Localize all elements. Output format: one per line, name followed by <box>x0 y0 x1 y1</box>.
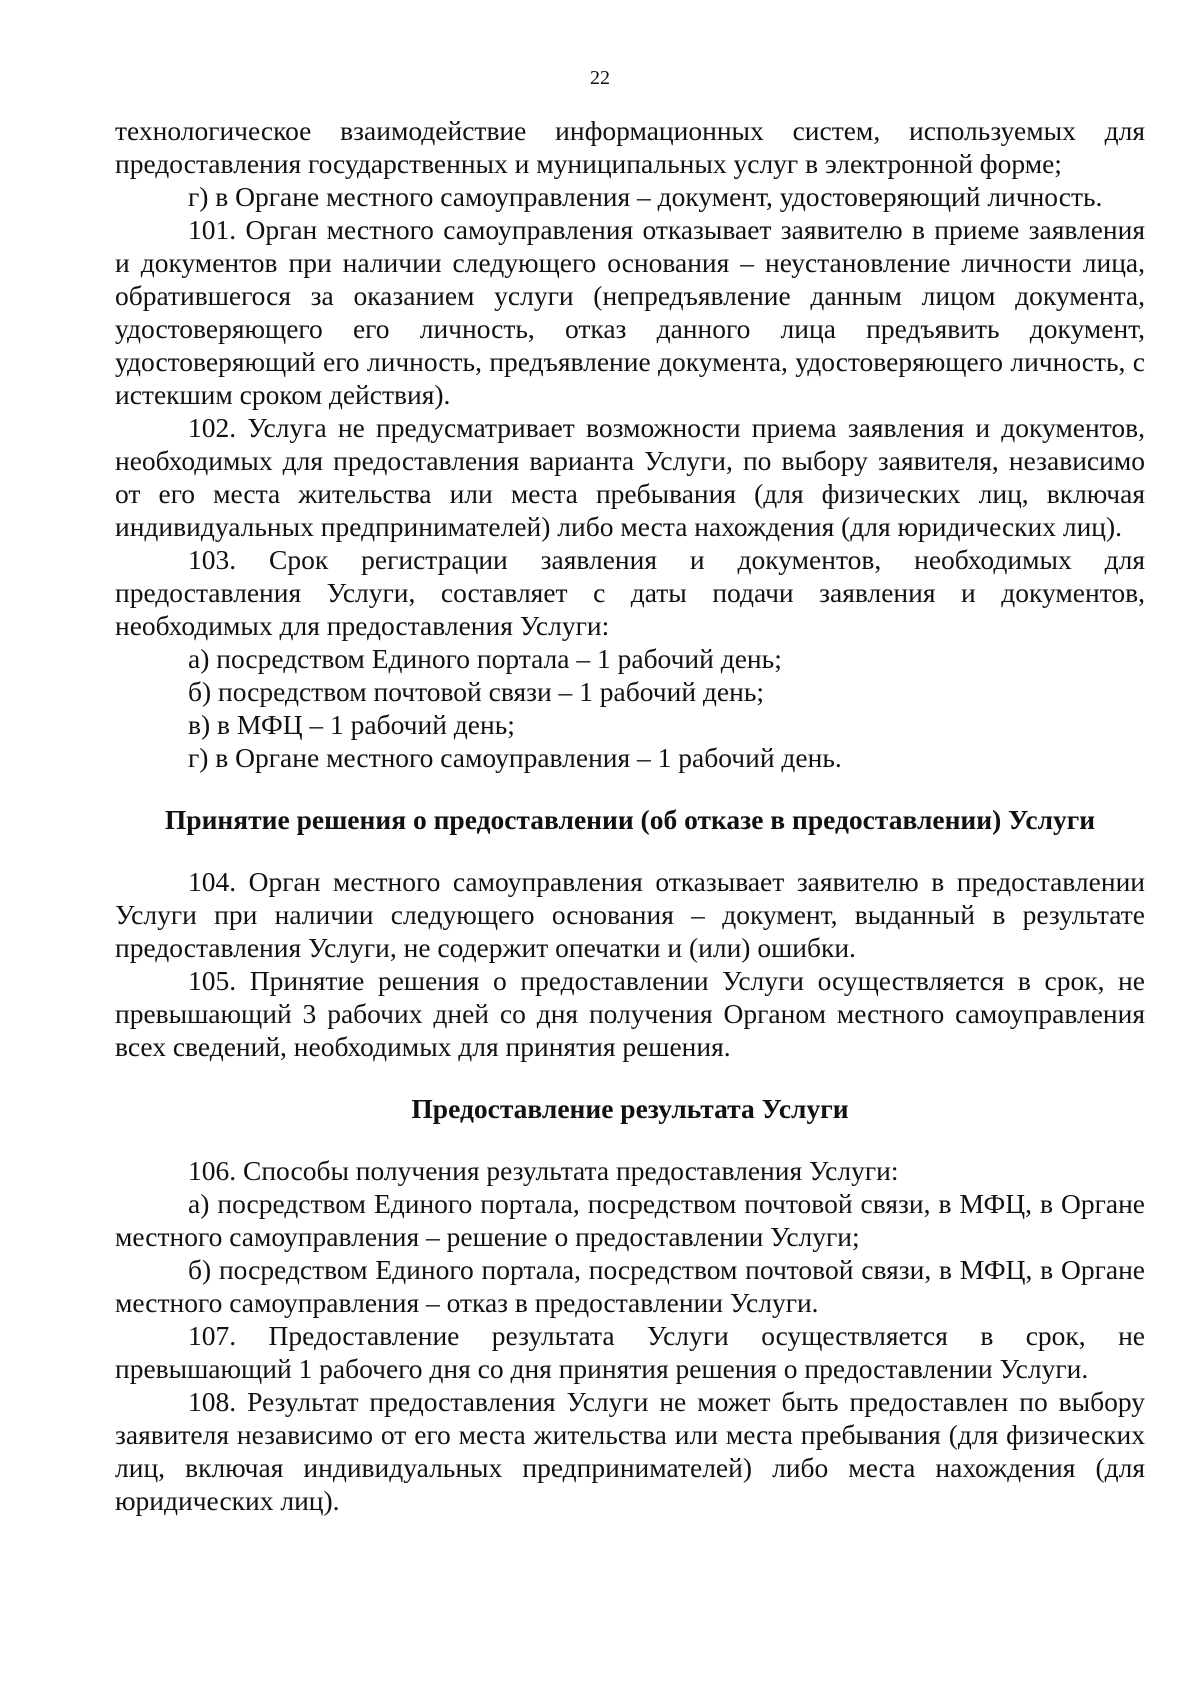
paragraph: 102. Услуга не предусматривает возможности приема заявления и документов, необходимых для предоставления варианта Услуги, по выбору заявителя, независимо от его места жительства или места пребывания (для физических лиц, включая индивидуальных предпринимателей) либо места нахождения (для юридических лиц). <box>115 412 1145 542</box>
paragraph: 108. Результат предоставления Услуги не может быть предоставлен по выбору заявителя независимо от его места жительства или места пребывания (для физических лиц, включая индивидуальных предпринимателей) либо места нахождения (для юридических лиц). <box>115 1386 1145 1516</box>
section-decision <box>115 865 1145 1063</box>
page-number: 22 <box>590 67 610 89</box>
paragraph: а) посредством Единого портала – 1 рабочий день; <box>188 643 782 674</box>
paragraph: г) в Органе местного самоуправления – документ, удостоверяющий личность. <box>188 181 1103 212</box>
section-result <box>115 1154 1145 1517</box>
paragraph: в) в МФЦ – 1 рабочий день; <box>188 709 515 740</box>
paragraph: технологическое взаимодействие информационных систем, используемых для предоставления государственных и муниципальных услуг в электронной форме; <box>115 115 1145 179</box>
paragraph: 107. Предоставление результата Услуги осуществляется в срок, не превышающий 1 рабочего дня со дня принятия решения о предоставлении Услуги. <box>115 1320 1145 1384</box>
paragraph: 106. Способы получения результата предоставления Услуги: <box>188 1155 899 1186</box>
section-intro <box>115 114 1145 774</box>
paragraph: а) посредством Единого портала, посредством почтовой связи, в МФЦ, в Органе местного самоуправления – решение о предоставлении Услуги; <box>115 1188 1145 1252</box>
paragraph: б) посредством почтовой связи – 1 рабочий день; <box>188 676 765 707</box>
section-heading-decision: Принятие решения о предоставлении (об отказе в предоставлении) Услуги <box>164 804 1096 835</box>
paragraph: 103. Срок регистрации заявления и документов, необходимых для предоставления Услуги, составляет с даты подачи заявления и документов, необходимых для предоставления Услуги: <box>115 544 1145 641</box>
paragraph: 101. Орган местного самоуправления отказывает заявителю в приеме заявления и документов при наличии следующего основания – неустановление личности лица, обратившегося за оказанием услуги (непредъявление данным лицом документа, удостоверяющего его личность, отказ данного лица предъявить документ, удостоверяющий его личность, предъявление документа, удостоверяющего личность, с истекшим сроком действия). <box>115 214 1145 410</box>
document-body <box>115 114 1145 1517</box>
paragraph: 104. Орган местного самоуправления отказывает заявителю в предоставлении Услуги при наличии следующего основания – документ, выданный в результате предоставления Услуги, не содержит опечатки и (или) ошибки. <box>115 866 1145 963</box>
paragraph: б) посредством Единого портала, посредством почтовой связи, в МФЦ, в Органе местного самоуправления – отказ в предоставлении Услуги. <box>115 1254 1145 1318</box>
paragraph: г) в Органе местного самоуправления – 1 рабочий день. <box>188 742 842 773</box>
paragraph: 105. Принятие решения о предоставлении Услуги осуществляется в срок, не превышающий 3 рабочих дней со дня получения Органом местного самоуправления всех сведений, необходимых для принятия решения. <box>115 965 1145 1062</box>
section-heading-result: Предоставление результата Услуги <box>411 1093 849 1124</box>
